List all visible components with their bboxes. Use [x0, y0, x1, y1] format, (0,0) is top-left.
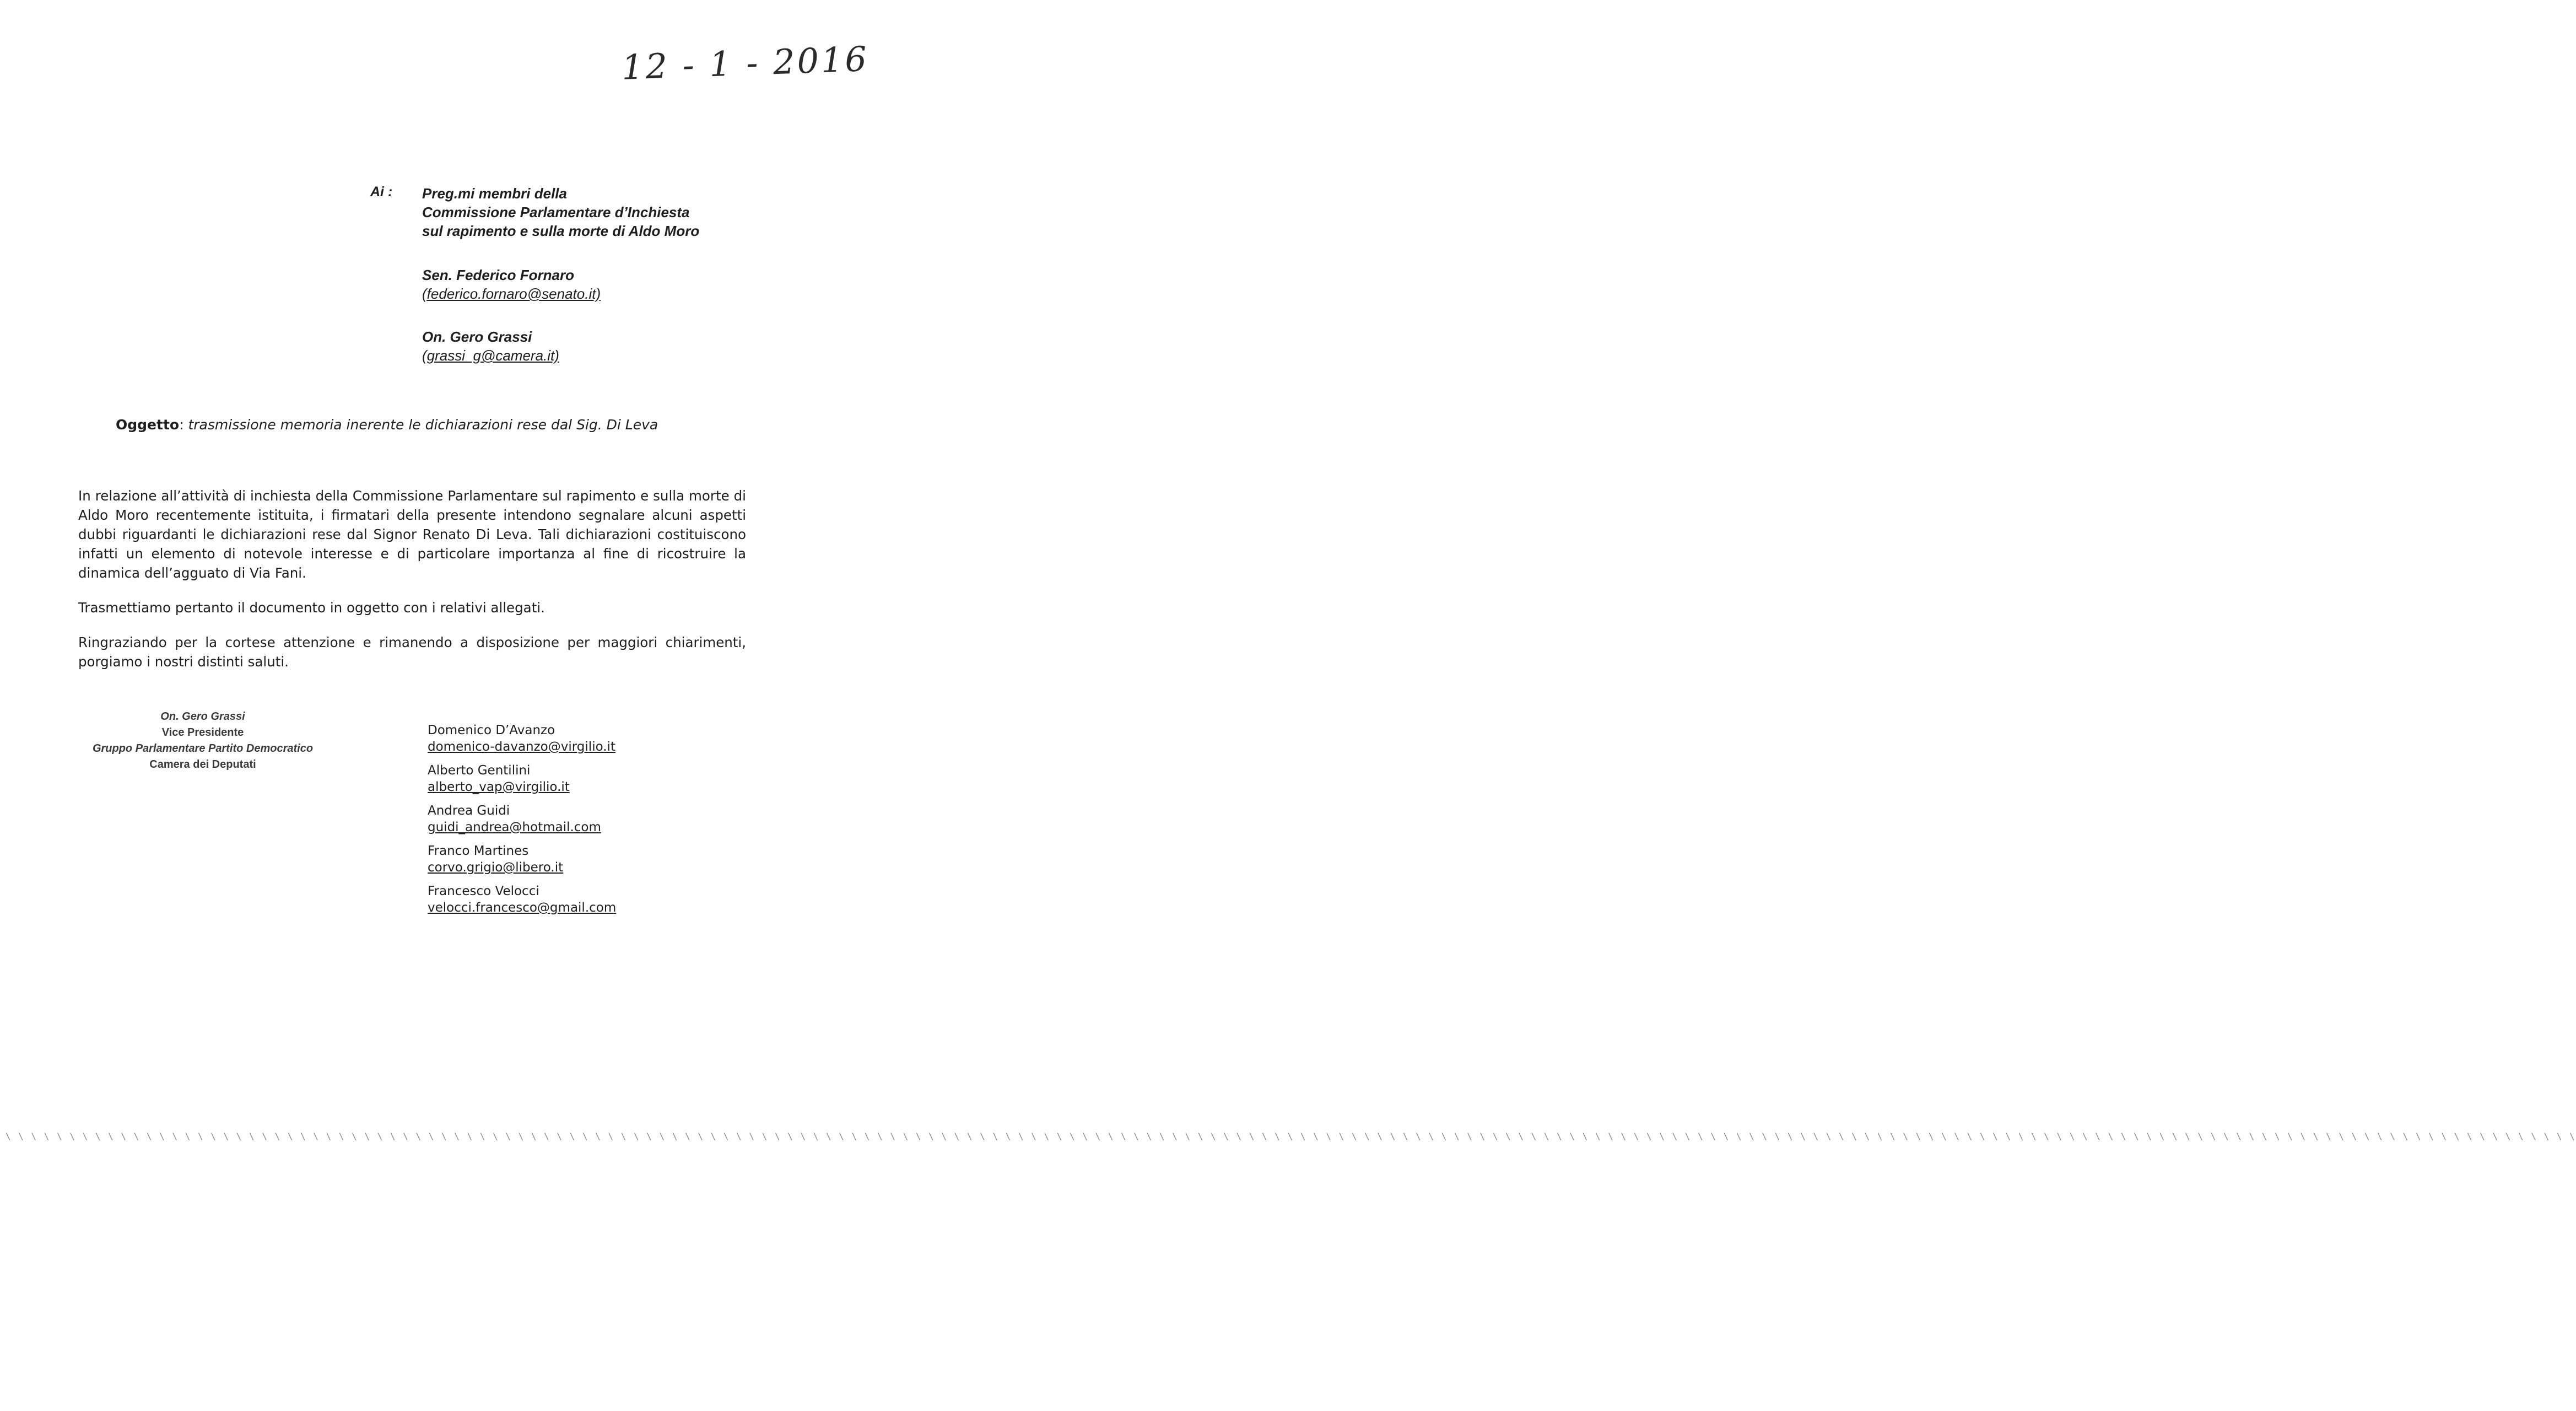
body-paragraph-3: Ringraziando per la cortese attenzione e rimanendo a disposizione per maggiori chiarimenti, porgiamo i nostri distinti saluti. [78, 634, 746, 670]
senator-name: Sen. Federico Fornaro [422, 267, 574, 283]
signatory-email-link[interactable]: guidi_andrea@hotmail.com [428, 820, 601, 834]
signatory-name: Franco Martines [428, 844, 529, 858]
recipient-block [422, 184, 699, 365]
letter-body [78, 486, 746, 687]
perforation-divider: \ \ \ \ \ \ \ \ \ \ \ \ \ \ \ \ \ \ \ \ \ \ \ \ \ \ \ \ \ \ \ \ \ \ \ \ \ \ \ \ \ \ \ \ \ \ \ \ \ \ \ \ \ \ \ \ \ \ \ \ \ \ \ \ \ \ \ \ \ \ \ \ \ \ \ \ \ \ \ \ \ \ \ \ \ \ \ \ \ \ \ \ \ \ \ \ \ \ \ \ \ \ \ \ \ \ \ \ \ \ \ \ \ \ \ \ \ \ \ \ \ \ \ \ \ \ \ \ \ \ \ \ \ \ \ \ \ \ \ \ \ \ \ \ \ \ \ \ \ \ \ \ \ \ \ \ \ \ \ \ \ \ \ \ \ \ \ \ \ \ \ \ \ \ \ \ \ \ \ \ \ \ \ \ \ \ \ \ \ \ \ \ \ \ \ \ \ \ \ \ \ [6, 1131, 2576, 1141]
signatory [428, 803, 616, 836]
signature-stamp [82, 709, 324, 773]
signatory [428, 762, 616, 795]
signatory-name: Alberto Gentilini [428, 763, 531, 778]
signatory [428, 722, 616, 755]
signatory [428, 843, 616, 876]
deputy-name: On. Gero Grassi [422, 328, 532, 345]
body-paragraph-1: In relazione all’attività di inchiesta della Commissione Parlamentare sul rapimento e sulla morte di Aldo Moro recentemente istituita, i firmatari della presente intendono segnalare alcuni aspetti dubbi riguardanti le dichiarazioni rese dal Signor Renato Di Leva. Tali dichiarazioni costituiscono infatti un elemento di notevole interesse e di particolare importanza al fine di ricostruire la dinamica dell’agguato di Via Fani. [78, 488, 746, 581]
stamp-group: Gruppo Parlamentare Partito Democratico [92, 742, 314, 755]
stamp-name: On. Gero Grassi [160, 710, 245, 723]
senator-email-link[interactable]: (federico.fornaro@senato.it) [422, 286, 601, 302]
signatory-email-link[interactable]: domenico-davanzo@virgilio.it [428, 740, 615, 754]
subject-line [116, 417, 658, 433]
signatory-email-link[interactable]: alberto_vap@virgilio.it [428, 780, 570, 794]
signatory-email-link[interactable]: corvo.grigio@libero.it [428, 860, 564, 875]
subject-text: trasmissione memoria inerente le dichiarazioni rese dal Sig. Di Leva [188, 417, 658, 433]
stamp-role: Vice Presidente [161, 726, 244, 739]
deputy-email-link[interactable]: (grassi_g@camera.it) [422, 347, 559, 364]
addressee-label: Ai : [370, 184, 393, 200]
body-paragraph-2: Trasmettiamo pertanto il documento in oggetto con i relativi allegati. [78, 600, 545, 616]
committee-line-2: Commissione Parlamentare d’Inchiesta [422, 204, 690, 220]
committee-line-1: Preg.mi membri della [422, 185, 567, 202]
handwritten-date: 12 - 1 - 2016 [620, 39, 870, 88]
signatory [428, 883, 616, 916]
signatory-name: Domenico D’Avanzo [428, 723, 555, 737]
signatories-list [428, 722, 616, 923]
committee-line-3: sul rapimento e sulla morte di Aldo Moro [422, 223, 700, 239]
subject-separator: : [179, 417, 184, 433]
subject-label: Oggetto [116, 417, 180, 433]
signatory-name: Andrea Guidi [428, 804, 510, 818]
signatory-email-link[interactable]: velocci.francesco@gmail.com [428, 901, 617, 915]
stamp-chamber: Camera dei Deputati [149, 758, 256, 771]
signatory-name: Francesco Velocci [428, 884, 539, 898]
